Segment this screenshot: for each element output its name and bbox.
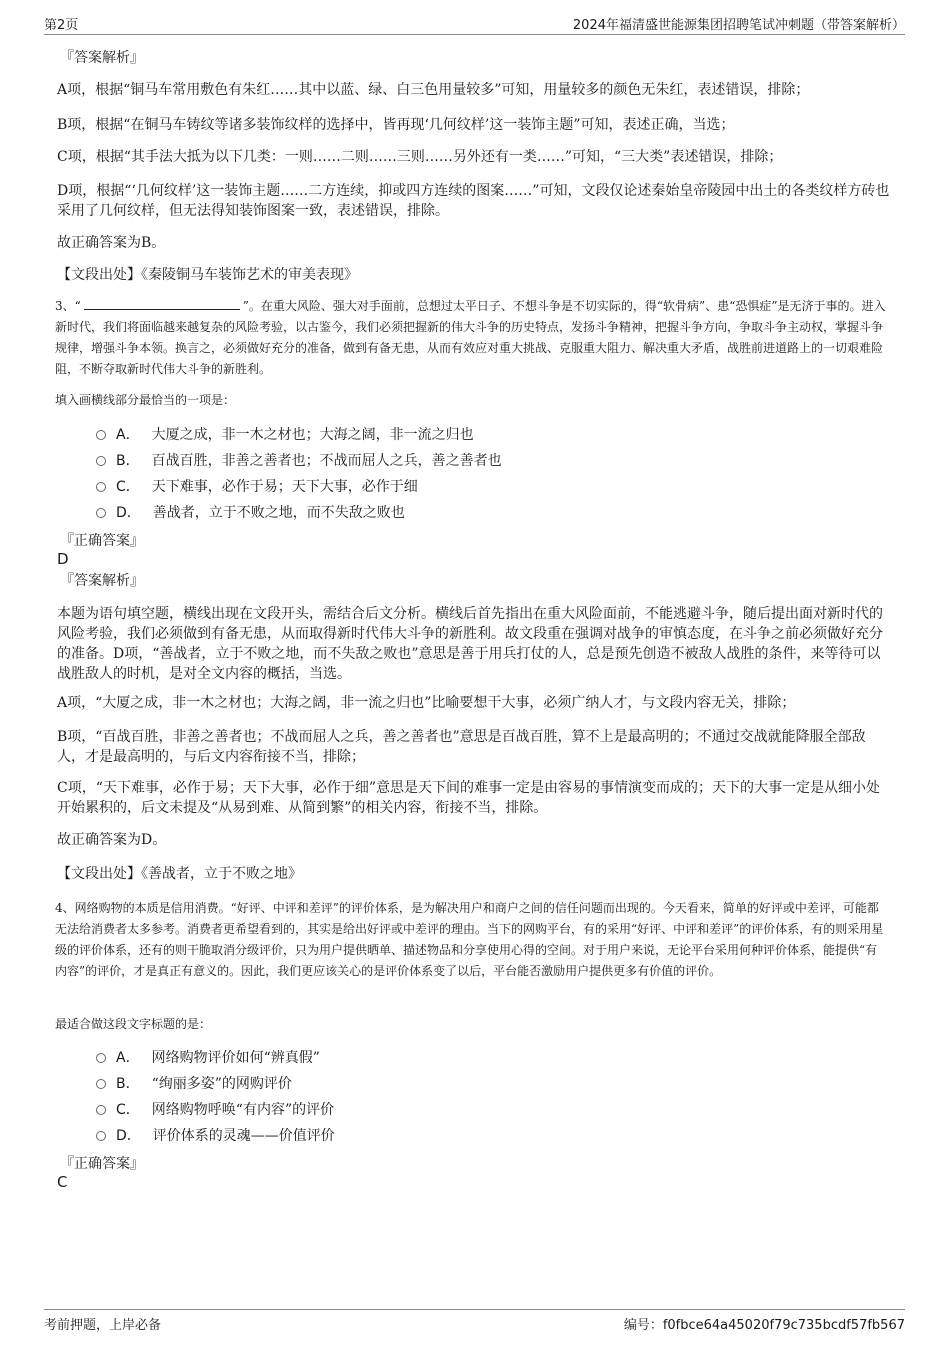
radio-icon[interactable] — [96, 1053, 106, 1063]
question-prompt: 填入画横线部分最恰当的一项是： — [55, 393, 236, 407]
analysis-option-c: C项，“天下难事，必作于易；天下大事，必作于细”意思是天下间的难事一定是由容易的事情演变而成的；天下的大事一定是从细小处开始累积的，后文未提及“从易到难、从简到繁”的相关内容，衔接不当，排除。 — [57, 780, 881, 816]
radio-icon[interactable] — [96, 482, 106, 492]
option-a[interactable]: A． 大厦之成，非一木之材也；大海之阔，非一流之归也 — [96, 425, 474, 445]
analysis-label: 『答案解析』 — [60, 50, 144, 66]
correct-answer-label: 『正确答案』 — [60, 1156, 144, 1172]
analysis-label: 『答案解析』 — [60, 573, 144, 589]
question-text: ”。在重大风险、强大对手面前，总想过太平日子、不想斗争是不切实际的，得“软骨病”、患“恐惧症”是无济于事的。进入新时代，我们将面临越来越复杂的风险考验，以古鉴今，我们必须把握新的伟大斗争的历史特点，发扬斗争精神，把握斗争方向，争取斗争主动权，掌握斗争规律，增强斗争本领。换言之，必须做好充分的准备，做到有备无患，从而有效应对重大挑战、克服重大阻力、解决重大矛盾，战胜前进道路上的一切艰难险阻，不断夺取新时代伟大斗争的新胜利。 — [55, 299, 886, 376]
question-prompt: 最适合做这段文字标题的是： — [55, 1017, 212, 1031]
question-number: 3、“ — [55, 299, 81, 313]
page-header — [44, 14, 905, 35]
radio-icon[interactable] — [96, 1079, 106, 1089]
analysis-option-b: B项，根据“在铜马车铸纹等诸多装饰纹样的选择中，皆再现‘几何纹样’这一装饰主题”可知，表述正确，当选； — [57, 117, 735, 133]
correct-answer: D — [57, 550, 69, 568]
fill-blank — [84, 298, 240, 310]
page-number: 第2页 — [44, 18, 79, 33]
question-3-stem — [55, 296, 888, 380]
correct-answer: C — [57, 1173, 68, 1191]
radio-icon[interactable] — [96, 456, 106, 466]
option-b[interactable]: B． “绚丽多姿”的网购评价 — [96, 1074, 292, 1094]
option-b[interactable]: B． 百战百胜，非善之善者也；不战而屈人之兵，善之善者也 — [96, 451, 502, 471]
analysis-option-c: C项，根据“其手法大抵为以下几类：一则……二则……三则……另外还有一类……”可知，“三大类”表述错误，排除； — [57, 149, 783, 165]
question-4-stem: 4、网络购物的本质是信用消费。“好评、中评和差评”的评价体系，是为解决用户和商户之间的信任问题而出现的。今天看来，简单的好评或中差评，可能都无法给消费者太多参考。消费者更希望看到的，其实是给出好评或中差评的理由。当下的网购平台，有的采用“好评、中评和差评”的评价体系，有的则采用星级的评价体系，还有的则干脆取消分级评价，只为用户提供晒单、描述物品和分享使用心得的空间。对于用户来说，无论平台采用何种评价体系，能提供“有内容”的评价，才是真正有意义的。因此，我们更应该关心的是评价体系变了以后，平台能否激励用户提供更多有价值的评价。 — [55, 901, 884, 978]
option-d[interactable]: D． 善战者，立于不败之地，而不失敌之败也 — [96, 503, 405, 523]
option-c[interactable]: C． 天下难事，必作于易；天下大事，必作于细 — [96, 477, 418, 497]
radio-icon[interactable] — [96, 1105, 106, 1115]
option-d[interactable]: D． 评价体系的灵魂——价值评价 — [96, 1126, 335, 1146]
correct-answer-label: 『正确答案』 — [60, 533, 144, 549]
radio-icon[interactable] — [96, 430, 106, 440]
analysis-option-a: A项，“大厦之成，非一木之材也；大海之阔，非一流之归也”比喻要想干大事，必须广纳人才，与文段内容无关，排除； — [57, 695, 796, 711]
conclusion: 故正确答案为D。 — [57, 832, 167, 848]
conclusion: 故正确答案为B。 — [57, 235, 166, 251]
option-c[interactable]: C． 网络购物呼唤“有内容”的评价 — [96, 1100, 334, 1120]
document-title: 2024年福清盛世能源集团招聘笔试冲刺题（带答案解析） — [572, 18, 905, 33]
analysis-option-b: B项，“百战百胜，非善之善者也；不战而屈人之兵，善之善者也”意思是百战百胜，算不上是最高明的；不通过交战就能降服全部敌人，才是最高明的，与后文内容衔接不当，排除； — [57, 729, 866, 765]
source-citation: 【文段出处】《善战者，立于不败之地》 — [57, 866, 302, 882]
option-a[interactable]: A． 网络购物评价如何“辨真假” — [96, 1048, 320, 1068]
source-citation: 【文段出处】《秦陵铜马车装饰艺术的审美表现》 — [57, 267, 358, 283]
footer-slogan: 考前押题，上岸必备 — [44, 1318, 162, 1333]
radio-icon[interactable] — [96, 1131, 106, 1141]
radio-icon[interactable] — [96, 508, 106, 518]
document-code: 编号：f0fbce64a45020f79c735bcdf57fb567 — [623, 1318, 905, 1333]
page-footer — [44, 1309, 905, 1332]
analysis-option-d: D项，根据“‘几何纹样’这一装饰主题……二方连续，抑或四方连续的图案……”可知，文段仅论述秦始皇帝陵园中出土的各类纹样方砖也采用了几何纹样，但无法得知装饰图案一致，表述错误，排除。 — [57, 183, 890, 219]
analysis-option-a: A项，根据“铜马车常用敷色有朱红……其中以蓝、绿、白三色用量较多”可知，用量较多的颜色无朱红，表述错误，排除； — [57, 82, 810, 98]
analysis-main: 本题为语句填空题，横线出现在文段开头，需结合后文分析。横线后首先指出在重大风险面前，不能逃避斗争，随后提出面对新时代的风险考验，我们必须做到有备无患，从而取得新时代伟大斗争的新胜利。故文段重在强调对战争的审慎态度，在斗争之前必须做好充分的准备。D项，“善战者，立于不败之地，而不失敌之败也”意思是善于用兵打仗的人，总是预先创造不被敌人战胜的条件，来等待可以战胜敌人的时机，是对全文内容的概括，当选。 — [57, 606, 883, 682]
